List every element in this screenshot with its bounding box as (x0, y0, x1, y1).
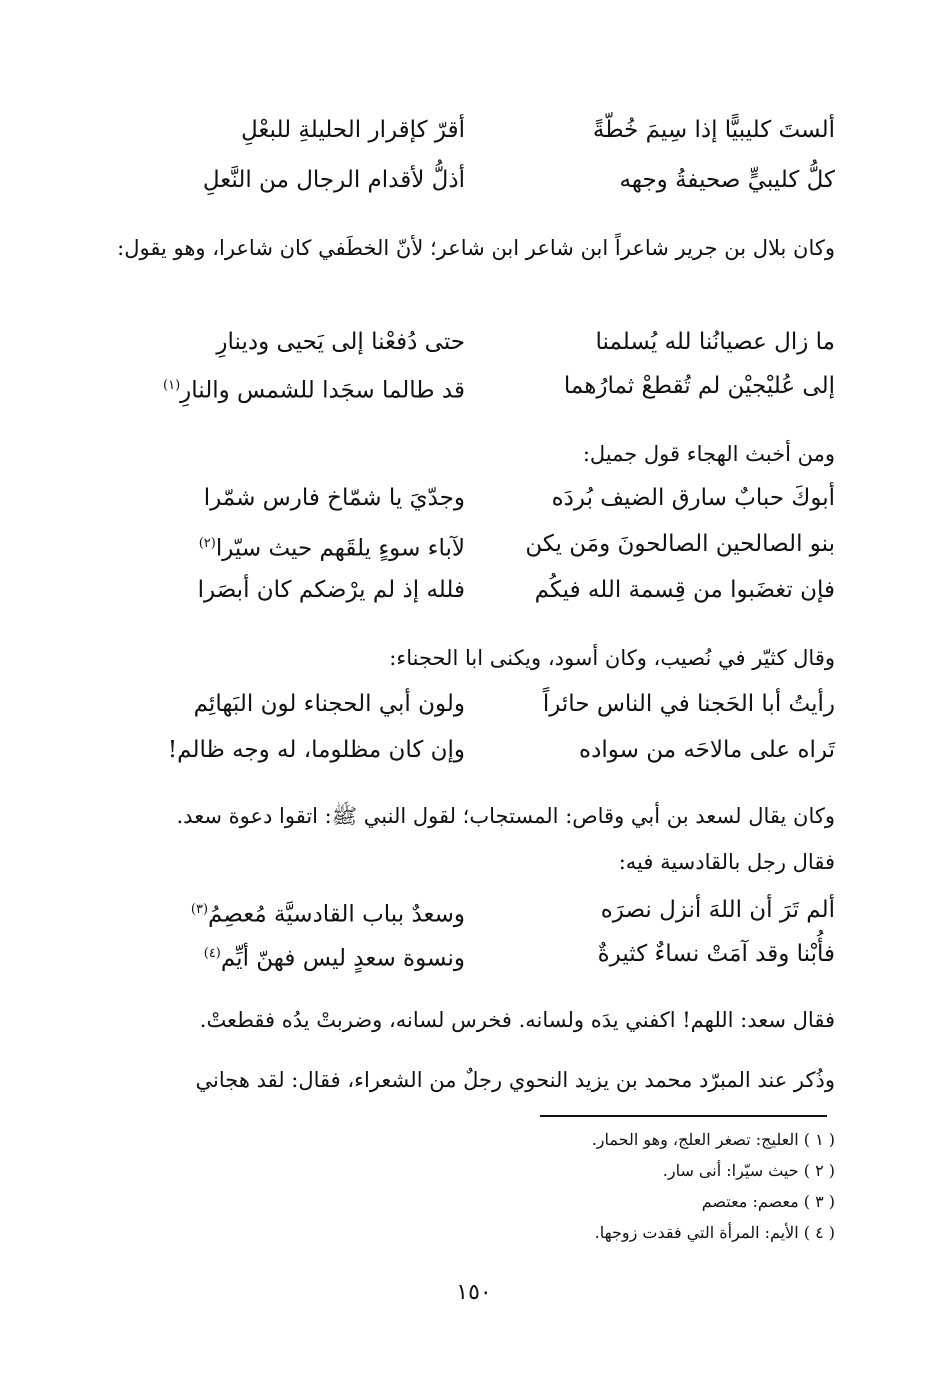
verse-first-hemistich: ألم تَرَ أن اللهَ أنزل نصرَه (600, 897, 835, 923)
page-number: ١٥٠ (456, 1280, 492, 1305)
verse-second-hemistich (95, 888, 465, 937)
verse-text: حتى دُفعْنا إلى يَحيى ودينارِ (216, 329, 465, 355)
verse-text: ونسوة سعدٍ ليس فهنّ أيِّم (220, 945, 465, 972)
verse-second-hemistich (95, 568, 465, 612)
verse-line (95, 476, 835, 520)
verse-second-hemistich (95, 522, 465, 571)
verse-first-hemistich: فإن تغضَبوا من قِسمة الله فيكُم (534, 577, 835, 603)
verse-line (95, 522, 835, 566)
verse-second-hemistich: أقرّ كإقرار الحليلةِ للبعْلِ (241, 117, 465, 143)
verse-line (95, 364, 835, 408)
prose-paragraph: وكان بلال بن جرير شاعراً ابن شاعر ابن شاعر؛ لأنّ الخطَفي كان شاعرا، وهو يقول: (117, 236, 835, 260)
verse-first-hemistich: كلُّ كليبيٍّ صحيفةُ وجهه (619, 167, 835, 193)
footnote-separator (540, 1115, 827, 1117)
footnote-marker: (٢) (198, 536, 216, 551)
verse-text: لآباء سوءٍ يلقَهم حيث سيّرا (215, 535, 465, 562)
verse-text: قد طالما سجَدا للشمس والنارِ (180, 377, 465, 404)
footnote: ( ٤ ) الأيم: المرأة التي فقدت زوجها. (594, 1223, 835, 1242)
verse-second-hemistich (95, 364, 465, 413)
verse-first-hemistich: رأيتُ أبا الحَجنا في الناس حائراً (542, 691, 835, 717)
footnote-marker: (١) (163, 378, 181, 393)
verse-first-hemistich: ألستَ كليبيًّا إذا سِيمَ خُطّةً (592, 117, 835, 143)
verse-line (95, 682, 835, 726)
verse-line (95, 728, 835, 772)
prose-paragraph: فقال رجل بالقادسية فيه: (618, 850, 835, 874)
verse-first-hemistich: فأُبْنا وقد آمَتْ نساءٌ كثيرةٌ (597, 941, 835, 967)
verse-line (95, 158, 835, 202)
verse-second-hemistich: ولون أبي الحجناء لون البَهائِم (193, 691, 465, 717)
verse-second-hemistich: وإن كان مظلوما، له وجه ظالم! (167, 737, 465, 763)
verse-second-hemistich: أذلُّ لأقدام الرجال من النَّعلِ (202, 167, 465, 193)
prose-paragraph: فقال سعد: اللهم! اكفني يدَه ولسانه. فخرس لسانه، وضربتْ يدُه فقطعتْ. (199, 1008, 835, 1032)
prose-paragraph: وكان يقال لسعد بن أبي وقاص: المستجاب؛ لقول النبي ﷺ: اتقوا دعوة سعد. (176, 804, 835, 828)
footnote-marker: (٤) (203, 946, 221, 961)
verse-first-hemistich: تَراه على مالاحَه من سواده (579, 737, 835, 763)
footnote-marker: (٣) (190, 902, 209, 917)
verse-line (95, 108, 835, 152)
footnote: ( ١ ) العليج: تصغر العلج، وهو الحمار. (591, 1130, 835, 1149)
verse-text: وسعدٌ بباب القادسيَّة مُعصِمُ (208, 901, 465, 928)
verse-first-hemistich: إلى عُليْجيْن لم تُقطعْ ثمارُهما (563, 373, 835, 399)
verse-line (95, 932, 835, 976)
footnote: ( ٣ ) معصم: معتصم (701, 1192, 835, 1211)
verse-text: فلله إذ لم يرْضكم كان أبصَرا (197, 577, 465, 603)
verse-first-hemistich: بنو الصالحين الصالحونَ ومَن يكن (525, 531, 835, 557)
footnote: ( ٢ ) حيث سيّرا: أنى سار. (662, 1161, 835, 1180)
verse-line (95, 568, 835, 612)
verse-second-hemistich (95, 476, 465, 520)
verse-line (95, 888, 835, 932)
prose-paragraph: وذُكر عند المبرّد محمد بن يزيد النحوي رجلٌ من الشعراء، فقال: لقد هجاني (195, 1068, 835, 1092)
prose-paragraph: ومن أخبث الهجاء قول جميل: (582, 442, 835, 466)
prose-paragraph: وقال كثيّر في نُصيب، وكان أسود، ويكنى ابا الحجناء: (389, 646, 835, 670)
verse-line (95, 320, 835, 364)
footnotes (300, 1124, 835, 1248)
verse-first-hemistich: ما زال عصيانُنا لله يُسلمنا (595, 329, 835, 355)
verse-second-hemistich (95, 932, 465, 981)
verse-second-hemistich (95, 320, 465, 364)
verse-text: وجدّيَ يا شمّاخ فارس شمّرا (203, 485, 465, 511)
verse-first-hemistich: أبوكَ حبابٌ سارق الضيف بُردَه (551, 485, 835, 511)
